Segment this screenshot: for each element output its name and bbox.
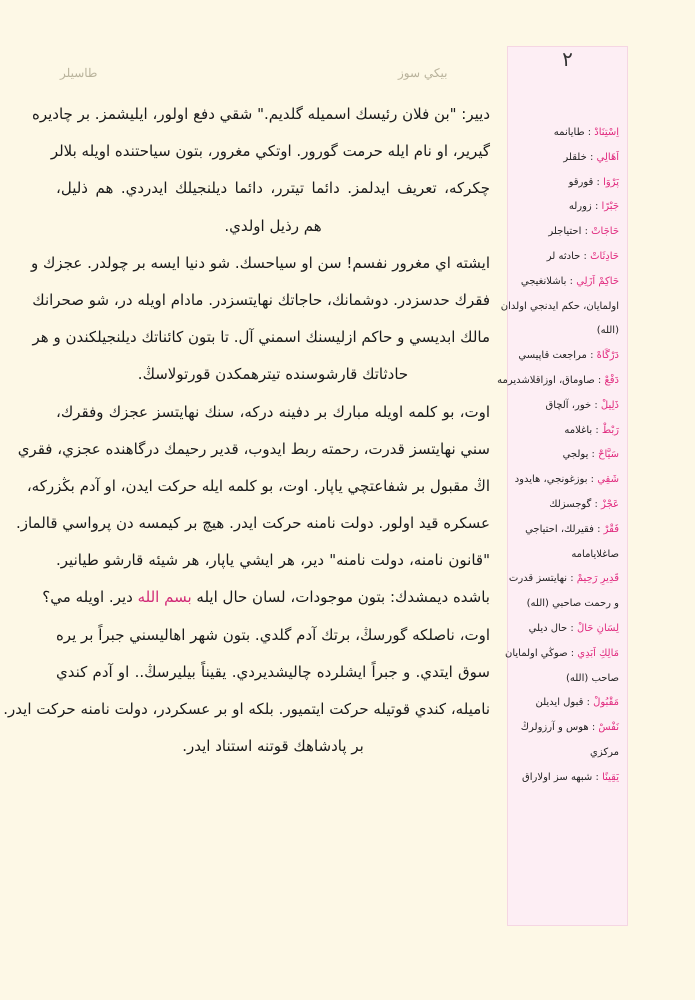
glossary-separator: : [587, 474, 598, 486]
glossary-definition: مراجعت قاپيسي [518, 350, 587, 362]
text-line [42, 579, 490, 616]
text-line: هم رذيل اولدي. [224, 216, 322, 235]
glossary-term: يَقِينًا [602, 771, 619, 783]
glossary-separator: : [593, 176, 604, 188]
glossary-separator: : [584, 127, 595, 138]
glossary-separator: : [588, 722, 599, 734]
glossary-separator: : [593, 523, 604, 535]
glossary-term: حَادِثَاتْ [590, 250, 619, 262]
glossary-definition: قورقو [568, 176, 594, 188]
page-number: ٢ [562, 47, 573, 71]
glossary-entry [512, 518, 619, 543]
glossary-definition: باغلامه [564, 424, 593, 436]
glossary-definition: صوڭي اولمايان [504, 647, 568, 659]
glossary-separator: : [580, 250, 591, 262]
glossary-definition: قبول ايديلن [535, 697, 584, 709]
glossary-definition: طايانمه [553, 127, 585, 138]
glossary-separator: : [591, 399, 601, 411]
glossary-separator: : [567, 573, 577, 585]
text-line: ايشته اي مغرور نفسم! سن او سياحسك. شو دنيا ايسه بر چولدر. عجزك و [31, 253, 490, 272]
glossary-term: رَبْطْ [601, 424, 619, 436]
text-line: اوت، ناصلكه گورسڭ، برتك آدم گلدي. بتون شهر اهاليسني جبراً بر يره [55, 625, 490, 644]
glossary-entry [512, 468, 619, 493]
glossary-sidebar [497, 46, 628, 926]
glossary-definition: صاوماق، اوزاقلاشديرمه [497, 374, 595, 386]
glossary-term: دَفْعْ [604, 374, 619, 386]
text-line: ديير: "بن فلان رئيسك اسميله گلديم." شقي دفع اولور، ايليشمز. بر چاديره [31, 105, 490, 123]
glossary-term: پَرْوَا [603, 176, 619, 188]
glossary-entry [512, 493, 619, 518]
glossary-entry [497, 369, 619, 394]
text-line: عسكره قيد اولور. دولت نامنه حركت ايدر. هيچ بر كيمسه دن پرواسي قالماز. [15, 514, 490, 533]
glossary-entry [512, 766, 619, 791]
glossary-definition: زورله [568, 201, 592, 213]
text-segment: باشده ديمشدك: بتون موجودات، لسان حال ايله [191, 588, 490, 607]
glossary-definition-continued: و رحمت صاحبي (الله) [526, 598, 619, 610]
glossary-separator: : [566, 275, 577, 287]
glossary-definition: باشلانغيجي [520, 275, 567, 287]
glossary-term: دَرْگَاهْ [596, 350, 619, 362]
glossary-entry [508, 567, 619, 592]
glossary-definition-continued: صاحب (الله) [565, 672, 619, 684]
glossary-term: ذَلِيلْ [600, 399, 619, 411]
glossary-term: مَالِكِ اَبَدِي [577, 647, 619, 659]
glossary-entry [512, 270, 619, 295]
glossary-entry [512, 394, 619, 419]
glossary-separator: : [586, 350, 597, 362]
text-line: حادثاتك قارشوسنده تيترهمكدن قورتولاسڭ. [137, 365, 409, 384]
glossary-entry [512, 171, 619, 196]
glossary-definition: حال ديلي [528, 622, 568, 634]
text-line: اڭ مقبول بر شفاعتچي ياپار. اوت، بو كلمه ايله حركت ايدن، او آدم بڭزركه، [26, 476, 490, 495]
glossary-entry [512, 419, 619, 444]
glossary-term: جَبْرًا [601, 201, 619, 213]
header-chapter-title: بيكي سوز [398, 66, 448, 80]
glossary-entry [500, 295, 619, 320]
glossary-definition: خلقلر [563, 151, 587, 163]
glossary-separator: : [591, 201, 602, 213]
glossary-entry [512, 344, 619, 369]
glossary-term: حَاكِمْ اَزَلِي [576, 275, 619, 287]
glossary-entry [512, 691, 619, 716]
glossary-entry [512, 617, 619, 642]
glossary-entry [512, 443, 619, 468]
glossary-separator: : [567, 647, 578, 659]
text-line: بر پادشاهك قوتنه استناد ايدر. [182, 737, 364, 756]
glossary-entry [512, 195, 619, 220]
text-line: سني نهايتسز قدرت، رحمته ربط ايدوب، قدير رحيمك درگاهنده عجزي، فقري [17, 439, 490, 458]
glossary-definition: يولجي [562, 449, 589, 461]
text-line: فقرك حدسزدر. دوشمانك، حاجاتك نهايتسزدر. مادام اويله در، شو صحرانك [32, 290, 490, 309]
glossary-entry [512, 245, 619, 270]
glossary-term: اِسْتِنَادْ [594, 127, 619, 138]
glossary-separator: : [567, 622, 577, 634]
glossary-separator: : [588, 449, 599, 461]
glossary-entry [512, 741, 619, 766]
glossary-separator: : [583, 697, 594, 709]
text-line: "قانون نامنه، دولت نامنه" دير، هر ايشي ياپار، هر شيئه قارشو طيانير. [56, 551, 490, 570]
glossary-separator: : [594, 374, 605, 386]
glossary-definition: گوجسزلك [549, 498, 592, 510]
glossary-term: نَفْسْ [598, 722, 619, 734]
glossary-definition: فقيرلك، احتياجي [525, 523, 594, 535]
glossary-list [497, 121, 619, 791]
glossary-separator: : [592, 424, 602, 436]
glossary-separator: : [592, 771, 603, 783]
glossary-term: شَقِي [597, 474, 619, 486]
glossary-entry [512, 220, 619, 245]
glossary-definition-continued: صاغلايامامه [571, 548, 619, 560]
text-line: چكركه، تعريف ايدلمز. دائما تيترر، دائما ديلنجيلك ايدردي. هم ذليل، [56, 179, 490, 198]
glossary-entry [512, 319, 619, 344]
glossary-definition: هوس و آرزولرڭ [520, 722, 589, 734]
main-text-body [3, 96, 490, 765]
text-line: مالك ابديسي و حاكم ازليسنك اسمني آل. تا بتون كائناتك ديلنجيلكندن و هر [32, 328, 490, 347]
text-line: ناميله، كندي قوتيله حركت ايتميور. بلكه او بر عسكردر، دولت نامنه حركت ايدر. [3, 700, 490, 718]
glossary-definition-continued: اولمايان، حكم ايدنجي اولدان [500, 300, 619, 312]
glossary-definition: شبهه سز اولاراق [522, 771, 593, 783]
glossary-definition: خور، آلچاق [545, 399, 592, 411]
glossary-term: عَجْزْ [601, 498, 619, 510]
text-segment: دير. اويله مي؟ [42, 588, 138, 607]
glossary-definition-continued: (الله) [596, 325, 619, 337]
text-line: گيرير، او نام ايله حرمت گورور. اوتكي مغرور، بتون سياحتنده اويله بلالر [50, 142, 490, 161]
glossary-entry [512, 146, 619, 171]
glossary-entry [512, 121, 619, 146]
glossary-definition-continued: مركزي [590, 746, 619, 758]
glossary-definition: حادثه لر [546, 250, 581, 262]
glossary-term: فَقْرْ [603, 523, 619, 535]
glossary-term: اَهَالِي [596, 151, 619, 163]
glossary-separator: : [586, 151, 597, 163]
glossary-separator: : [591, 498, 602, 510]
glossary-entry [512, 716, 619, 741]
glossary-term: لِسَانِ حَالْ [576, 622, 619, 634]
glossary-entry [512, 592, 619, 617]
glossary-entry [512, 667, 619, 692]
basmala-phrase: بسم الله [137, 588, 192, 607]
glossary-definition: بوزغونجي، هايدود [514, 474, 588, 486]
text-line: اوت، بو كلمه اويله مبارك بر دفينه دركه، سنك نهايتسز عجزك وفقرك، [56, 402, 490, 421]
glossary-definition: نهايتسز قدرت [508, 573, 568, 585]
glossary-entry [504, 642, 619, 667]
glossary-entry [512, 543, 619, 568]
header-book-title: طاسيلر [60, 66, 98, 80]
glossary-term: قَدِيرِ رَحِيمْ [576, 573, 619, 585]
text-line: سوق ايتدي. و جبراً ايشلرده چاليشديردي. يقيناً بيليرسڭ.. او آدم كندي [56, 662, 490, 681]
glossary-separator: : [581, 226, 592, 238]
glossary-term: سَيَّاحْ [598, 449, 619, 461]
glossary-term: مَقْبُولْ [593, 697, 619, 709]
glossary-definition: احتياجلر [548, 226, 582, 238]
glossary-term: حَاجَاتْ [591, 226, 619, 238]
